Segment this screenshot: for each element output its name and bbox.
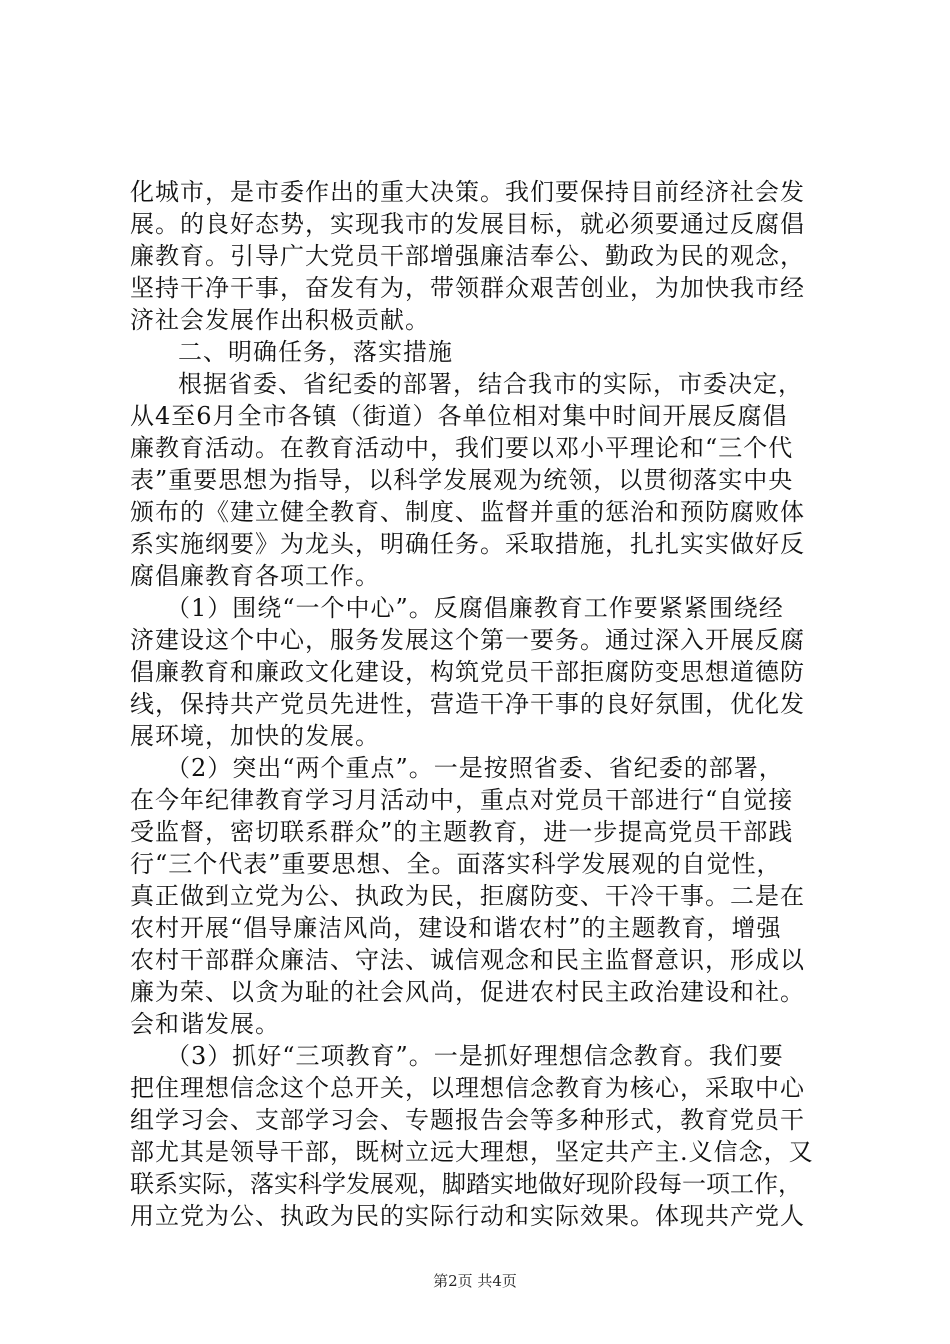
body-line: 廉为荣、以贪为耻的社会风尚，促进农村民主政治建设和社。 [130,978,805,1006]
page-number-footer: 第2页 共4页 [433,1272,517,1290]
body-line: （1）围绕“一个中心”。反腐倡廉教育工作要紧紧围绕经 [166,594,784,622]
body-line: 展。的良好态势，实现我市的发展目标，就必须要通过反腐倡 [130,210,805,238]
body-line: 用立党为公、执政为民的实际行动和实际效果。体现共产党人 [130,1202,805,1230]
body-line: 真正做到立党为公、执政为民，拒腐防变、干冷干事。二是在 [130,882,805,910]
body-line: 系实施纲要》为龙头，明确任务。采取措施，扎扎实实做好反 [130,530,805,558]
body-line: 线，保持共产党员先进性，营造干净干事的良好氛围，优化发 [130,690,805,718]
body-line: 农村开展“倡导廉洁风尚，建设和谐农村”的主题教育，增强 [130,914,782,942]
body-line: 腐倡廉教育各项工作。 [130,562,380,590]
body-line: 会和谐发展。 [130,1010,280,1038]
body-line: （3）抓好“三项教育”。一是抓好理想信念教育。我们要 [166,1042,784,1070]
body-line: 组学习会、支部学习会、专题报告会等多种形式，教育党员干 [130,1106,805,1134]
body-line: 展环境，加快的发展。 [130,722,380,750]
body-line: 廉教育。引导广大党员干部增强廉洁奉公、勤政为民的观念， [130,242,805,270]
body-line: 把住理想信念这个总开关，以理想信念教育为核心，采取中心 [130,1074,805,1102]
body-line: 联系实际，落实科学发展观，脚踏实地做好现阶段每一项工作， [130,1170,802,1198]
body-line: 颁布的《建立健全教育、制度、监督并重的惩治和预防腐败体 [130,498,805,526]
body-line: 根据省委、省纪委的部署，结合我市的实际，市委决定， [178,370,803,398]
body-line: 部尤其是领导干部，既树立远大理想，坚定共产主.义信念，又 [130,1138,814,1166]
section-heading: 二、明确任务，落实措施 [178,338,453,366]
body-line: 坚持干净干事，奋发有为，带领群众艰苦创业，为加快我市经 [130,274,805,302]
body-line: （2）突出“两个重点”。一是按照省委、省纪委的部署， [166,754,784,782]
body-line: 廉教育活动。在教育活动中，我们要以邓小平理论和“三个代 [130,434,794,462]
body-line: 受监督，密切联系群众”的主题教育，进一步提高党员干部践 [130,818,794,846]
body-line: 倡廉教育和廉政文化建设，构筑党员干部拒腐防变思想道德防 [130,658,805,686]
body-line: 济建设这个中心，服务发展这个第一要务。通过深入开展反腐 [130,626,805,654]
body-line: 济社会发展作出积极贡献。 [130,306,430,334]
body-line: 行“三个代表”重要思想、全。面落实科学发展观的自觉性， [130,850,782,878]
body-line: 表”重要思想为指导，以科学发展观为统领，以贯彻落实中央 [130,466,794,494]
body-line: 在今年纪律教育学习月活动中，重点对党员干部进行“自觉接 [130,786,794,814]
body-line: 农村干部群众廉洁、守法、诚信观念和民主监督意识，形成以 [130,946,805,974]
body-line: 从4至6月全市各镇（街道）各单位相对集中时间开展反腐倡 [130,402,788,430]
body-line: 化城市，是市委作出的重大决策。我们要保持目前经济社会发 [130,178,805,206]
